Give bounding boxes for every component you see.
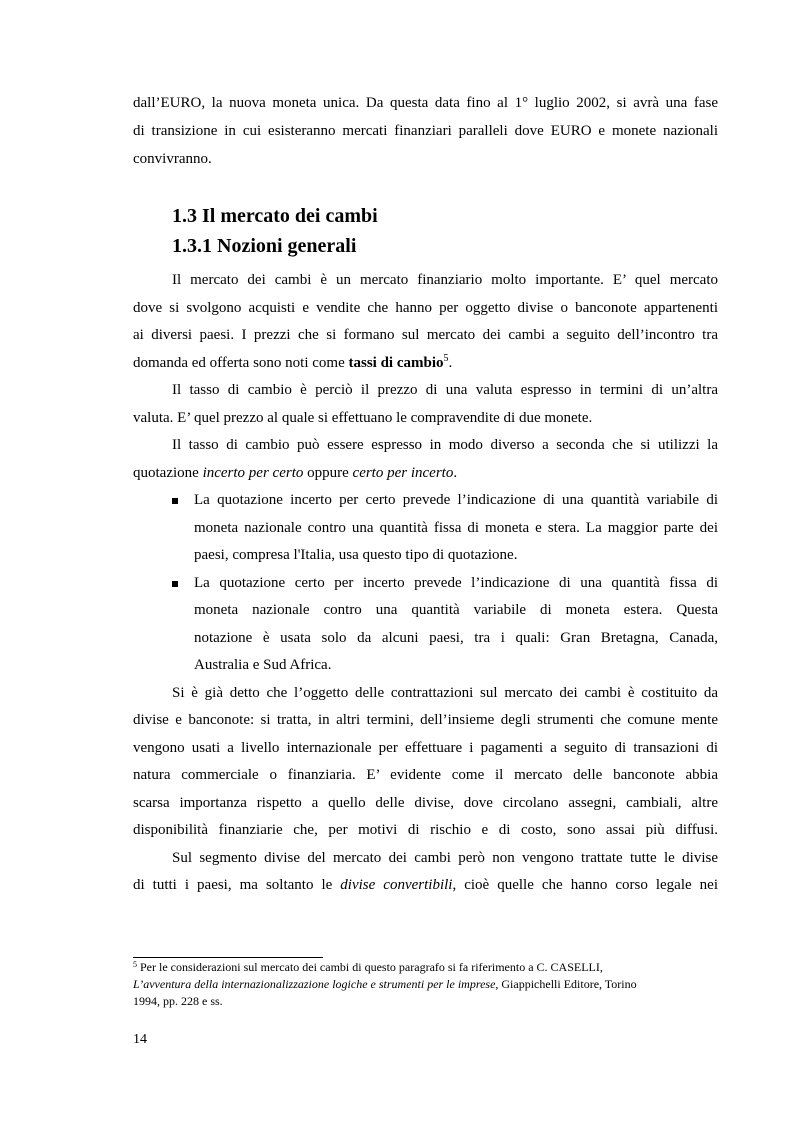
text-line bbox=[133, 350, 718, 378]
page-number: 14 bbox=[133, 1032, 147, 1047]
footnote-reference: 5 bbox=[443, 352, 449, 364]
text-span: La quotazione certo per incerto prevede l’indicazione di una quantità fissa di bbox=[194, 574, 718, 591]
section-heading: 1.3 Il mercato dei cambi bbox=[172, 205, 378, 227]
text-line: Australia e Sud Africa. bbox=[194, 657, 332, 673]
italic-term: certo per incerto bbox=[352, 464, 454, 481]
text-line: natura commerciale o finanziaria. E’ evidente come il mercato delle banconote abbia bbox=[133, 767, 718, 783]
text-span: , cioè quelle che hanno corso legale nei bbox=[452, 877, 718, 893]
text-span: . bbox=[448, 354, 453, 371]
text-line: dall’EURO, la nuova moneta unica. Da questa data fino al 1° luglio 2002, si avrà una fase bbox=[133, 95, 718, 111]
text-line: dove si svolgono acquisti e vendite che hanno per oggetto divise o banconote appartenenti bbox=[133, 299, 718, 316]
book-title: L’avventura della internazionalizzazione logiche e strumenti per le imprese bbox=[133, 977, 496, 991]
text-line: notazione è usata solo da alcuni paesi, tra i quali: Gran Bretagna, Canada, bbox=[194, 629, 718, 646]
text-span: Per le considerazioni sul mercato dei cambi di questo paragrafo si fa riferimento a C. CASELLI, bbox=[137, 960, 603, 974]
footnote-number: 5 bbox=[133, 960, 137, 969]
text-line: disponibilità finanziarie che, per motivi di rischio e di costo, sono assai più diffusi. bbox=[133, 822, 718, 838]
subsection-heading: 1.3.1 Nozioni generali bbox=[172, 235, 357, 257]
text-line: scarsa importanza rispetto a quello delle divise, dove circolano assegni, cambiali, altre bbox=[133, 794, 718, 811]
square-bullet-icon bbox=[172, 581, 178, 587]
text-span: quotazione bbox=[133, 464, 203, 481]
text-line: valuta. E’ quel prezzo al quale si effettuano le compravendite di due monete. bbox=[133, 409, 593, 426]
footnote bbox=[133, 959, 718, 1010]
text-line bbox=[133, 460, 718, 488]
text-line: convivranno. bbox=[133, 151, 212, 167]
text-span: di tutti i paesi, ma soltanto le bbox=[133, 877, 341, 893]
text-span: , Giappichelli Editore, Torino bbox=[495, 977, 637, 991]
text-line: Si è già detto che l’oggetto delle contrattazioni sul mercato dei cambi è costituito da bbox=[172, 684, 718, 701]
footnote-line bbox=[133, 959, 718, 976]
text-line: moneta nazionale contro una quantità fissa di moneta e stera. La maggior parte dei bbox=[194, 519, 718, 536]
text-line: moneta nazionale contro una quantità variabile di moneta estera. Questa bbox=[194, 602, 718, 618]
bullet-line bbox=[133, 570, 718, 598]
italic-term: divise convertibili bbox=[340, 877, 453, 893]
bold-term: tassi di cambio bbox=[348, 354, 444, 371]
text-line: Sul segmento divise del mercato dei cambi però non vengono trattate tutte le divise bbox=[172, 849, 718, 866]
text-line bbox=[133, 872, 718, 900]
bullet-line bbox=[133, 487, 718, 515]
italic-term: incerto per certo bbox=[202, 464, 304, 481]
text-span: oppure bbox=[303, 464, 353, 481]
footnote-separator bbox=[133, 957, 323, 958]
text-span: . bbox=[453, 464, 458, 481]
text-line: divise e banconote: si tratta, in altri termini, dell’insieme degli strumenti che comune mente bbox=[133, 712, 718, 728]
body-text bbox=[133, 267, 718, 900]
text-line: paesi, compresa l'Italia, usa questo tipo di quotazione. bbox=[194, 547, 518, 563]
intro-paragraph bbox=[133, 89, 718, 173]
text-line: Il tasso di cambio può essere espresso in modo diverso a seconda che si utilizzi la bbox=[172, 437, 718, 453]
footnote-line bbox=[133, 976, 718, 993]
text-line: Il tasso di cambio è perciò il prezzo di una valuta espresso in termini di un’altra bbox=[172, 382, 718, 398]
text-line: ai diversi paesi. I prezzi che si formano sul mercato dei cambi a seguito dell’incontro tra bbox=[133, 327, 718, 343]
text-span: domanda ed offerta sono noti come bbox=[133, 354, 349, 371]
text-line: vengono usati a livello internazionale per effettuare i pagamenti a seguito di transazioni di bbox=[133, 739, 718, 756]
text-line: Il mercato dei cambi è un mercato finanziario molto importante. E’ quel mercato bbox=[172, 272, 718, 288]
text-span: La quotazione incerto per certo prevede l’indicazione di una quantità variabile di bbox=[194, 492, 718, 508]
footnote-line: 1994, pp. 228 e ss. bbox=[133, 994, 223, 1008]
square-bullet-icon bbox=[172, 498, 178, 504]
text-line: di transizione in cui esisteranno mercati finanziari paralleli dove EURO e monete nazionali bbox=[133, 123, 718, 139]
